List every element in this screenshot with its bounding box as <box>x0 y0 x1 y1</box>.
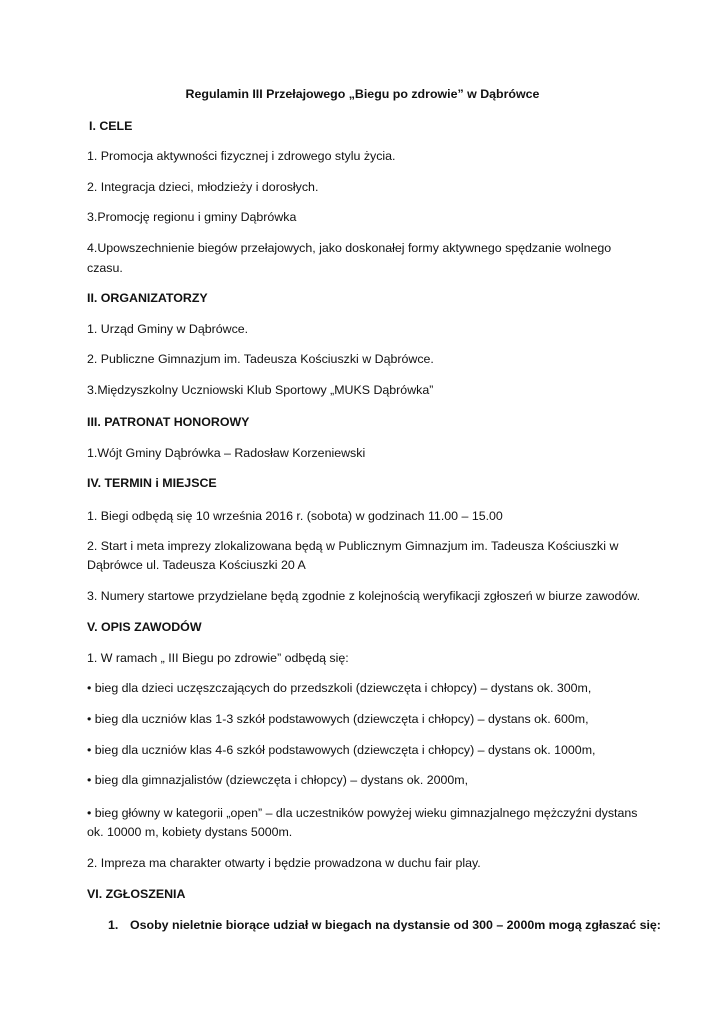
section-heading-cele: I. CELE <box>89 119 133 133</box>
cele-item-4: 4.Upowszechnienie biegów przełajowych, jako doskonałej formy aktywnego spędzanie wolnego <box>87 241 612 255</box>
patronat-item-1: 1.Wójt Gminy Dąbrówka – Radosław Korzeniewski <box>87 446 366 460</box>
section-heading-organizatorzy: II. ORGANIZATORZY <box>87 291 208 305</box>
termin-item-2: 2. Start i meta imprezy zlokalizowana będą w Publicznym Gimnazjum im. Tadeusza Kościuszki w <box>87 539 619 553</box>
zgloszenia-item-1-text: Osoby nieletnie biorące udział w biegach na dystansie od 300 – 2000m mogą zgłaszać się: <box>130 918 661 932</box>
opis-bullet-2: • bieg dla uczniów klas 1-3 szkół podstawowych (dziewczęta i chłopcy) – dystans ok. 600m, <box>87 712 589 726</box>
cele-item-1: 1. Promocja aktywności fizycznej i zdrowego stylu życia. <box>87 149 396 163</box>
cele-item-2: 2. Integracja dzieci, młodzieży i dorosłych. <box>87 180 319 194</box>
section-heading-termin: IV. TERMIN i MIEJSCE <box>87 476 217 490</box>
opis-bullet-3: • bieg dla uczniów klas 4-6 szkół podstawowych (dziewczęta i chłopcy) – dystans ok. 1000m, <box>87 743 596 757</box>
opis-item-2: 2. Impreza ma charakter otwarty i będzie prowadzona w duchu fair play. <box>87 856 481 870</box>
opis-bullet-4: • bieg dla gimnazjalistów (dziewczęta i chłopcy) – dystans ok. 2000m, <box>87 773 469 787</box>
termin-item-3: 3. Numery startowe przydzielane będą zgodnie z kolejnością weryfikacji zgłoszeń w biurze zawodów. <box>87 589 641 603</box>
document-title: Regulamin III Przełajowego „Biegu po zdrowie” w Dąbrówce <box>185 87 540 101</box>
organizatorzy-item-3: 3.Międzyszkolny Uczniowski Klub Sportowy „MUKS Dąbrówka” <box>87 383 434 397</box>
zgloszenia-item-1-number: 1. <box>108 918 119 932</box>
opis-bullet-5: • bieg główny w kategorii „open” – dla uczestników powyżej wieku gimnazjalnego mężczyźni dystans <box>87 806 638 820</box>
organizatorzy-item-2: 2. Publiczne Gimnazjum im. Tadeusza Kościuszki w Dąbrówce. <box>87 352 434 366</box>
section-heading-patronat: III. PATRONAT HONOROWY <box>87 415 250 429</box>
opis-bullet-5-continued: ok. 10000 m, kobiety dystans 5000m. <box>87 825 293 839</box>
section-heading-zgloszenia: VI. ZGŁOSZENIA <box>87 887 186 901</box>
opis-bullet-1: • bieg dla dzieci uczęszczających do przedszkoli (dziewczęta i chłopcy) – dystans ok. 300m, <box>87 681 592 695</box>
termin-item-2-continued: Dąbrówce ul. Tadeusza Kościuszki 20 A <box>87 558 306 572</box>
organizatorzy-item-1: 1. Urząd Gminy w Dąbrówce. <box>87 322 249 336</box>
opis-item-1: 1. W ramach „ III Biegu po zdrowie” odbędą się: <box>87 651 349 665</box>
termin-item-1: 1. Biegi odbędą się 10 września 2016 r. (sobota) w godzinach 11.00 – 15.00 <box>87 509 503 523</box>
section-heading-opis: V. OPIS ZAWODÓW <box>87 620 202 634</box>
cele-item-4-continued: czasu. <box>87 261 123 275</box>
zgloszenia-item-1 <box>108 917 661 933</box>
cele-item-3: 3.Promocję regionu i gminy Dąbrówka <box>87 210 297 224</box>
